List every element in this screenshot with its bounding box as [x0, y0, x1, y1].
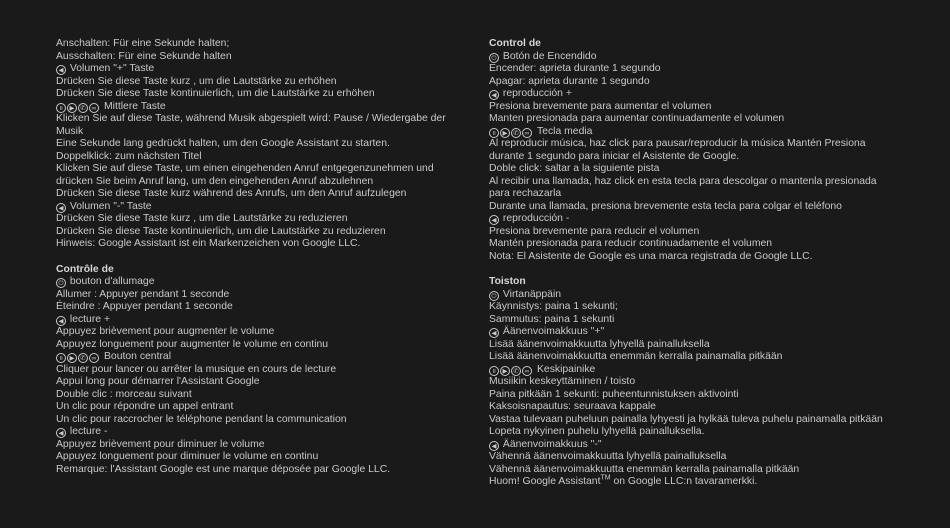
volume-icon: ◀ [489, 441, 499, 451]
pause-icon: ॥ [56, 103, 66, 113]
label: Tecla media [537, 125, 593, 137]
section-heading: Contrôle de [56, 263, 114, 275]
label: reproducción + [502, 88, 572, 99]
media-icons [56, 351, 100, 362]
label: Virtanäppäin [502, 288, 562, 300]
text-line [489, 364, 899, 377]
text-line: Allumer : Appuyer pendant 1 seconde [56, 288, 230, 300]
text-line [489, 289, 899, 302]
spanish-section [489, 38, 899, 263]
section-heading: Toiston [489, 276, 526, 287]
label: Bouton central [104, 351, 172, 362]
text-line: Vastaa tulevaan puheluun painalla lyhyesti ja hylkää tuleva puhelu painamalla pitkään [489, 413, 883, 425]
french-section [56, 264, 471, 477]
german-section [56, 38, 471, 251]
pause-icon: ॥ [489, 366, 499, 376]
text-line: Sammutus: paina 1 sekunti [489, 313, 615, 325]
note-prefix: Huom! Google Assistant [489, 476, 601, 487]
text-line [489, 439, 899, 452]
text-line [56, 351, 471, 364]
power-icon: ⏻ [489, 291, 499, 301]
right-column [489, 38, 899, 502]
text-line: Paina pitkään 1 sekunti: puheentunnistuksen aktivointi [489, 388, 739, 400]
media-icons [56, 101, 100, 112]
text-line: Hinweis: Google Assistant ist ein Markenzeichen von Google LLC. [56, 238, 361, 249]
text-line: Éteindre : Appuyer pendant 1 seconde [56, 301, 233, 312]
text-line [56, 63, 471, 76]
text-line: Drücken Sie diese Taste kurz , um die Lautstärke zu erhöhen [56, 75, 337, 87]
label: lecture + [69, 313, 111, 325]
label: Botón de Encendido [502, 50, 597, 62]
play-icon: ▶ [500, 366, 510, 376]
volume-icon: ◀ [56, 316, 66, 326]
text-line: Ausschalten: Für eine Sekunde halten [56, 50, 232, 62]
text-line: Drücken Sie diese Taste kontinuierlich, um die Lautstärke zu reduzieren [56, 225, 386, 237]
text-line: Cliquer pour lancer ou arrêter la musique en cours de lecture [56, 363, 337, 375]
power-icon: ⏻ [56, 278, 66, 288]
text-line: Appuyez longuement pour augmenter le volume en continu [56, 338, 329, 350]
text-line: Käynnistys: paina 1 sekunti; [489, 301, 618, 312]
power-icon: ⏻ [489, 53, 499, 63]
volume-icon: ◀ [56, 428, 66, 438]
text-line: Doble click: saltar a la siguiente pista [489, 163, 660, 174]
text-line: Manten presionada para aumentar continuadamente el volumen [489, 113, 785, 124]
text-line: Klicken Sie auf diese Taste, während Musik abgespielt wird: Pause / Wiedergabe der Musik [56, 113, 446, 137]
text-line: Presiona brevemente para aumentar el volumen [489, 100, 712, 112]
assistant-icon: ∞ [89, 103, 99, 113]
volume-icon: ◀ [56, 203, 66, 213]
label: lecture - [69, 426, 108, 437]
text-line: Remarque: l'Assistant Google est une marque déposée par Google LLC. [56, 463, 391, 475]
note-suffix: on Google LLC:n tavaramerkki. [610, 476, 758, 487]
pause-icon: ॥ [489, 128, 499, 138]
text-line: Appuyez longuement pour diminuer le volume en continu [56, 451, 319, 462]
text-line [56, 101, 471, 114]
text-line [489, 51, 899, 64]
text-line: Kaksoisnapautus: seuraava kappale [489, 401, 656, 412]
text-line [489, 126, 899, 139]
play-icon: ▶ [67, 103, 77, 113]
text-line: Mantén presionada para reducir continuadamente el volumen [489, 238, 773, 249]
media-icons [489, 126, 533, 137]
text-line: Drücken Sie diese Taste kurz während des Anrufs, um den Anruf aufzulegen [56, 188, 407, 199]
text-line: Nota: El Asistente de Google es una marca registrada de Google LLC. [489, 250, 813, 262]
text-line: Lisää äänenvoimakkuutta enemmän kerralla painamalla pitkään [489, 351, 783, 362]
label: Äänenvoimakkuus "-" [502, 438, 602, 450]
text-line: Appuyez brièvement pour augmenter le volume [56, 326, 275, 337]
text-line: Vähennä äänenvoimakkuutta enemmän kerralla painamalla pitkään [489, 463, 800, 475]
text-line: Anschalten: Für eine Sekunde halten; [56, 38, 230, 49]
phone-icon: ✆ [511, 128, 521, 138]
text-line [56, 276, 471, 289]
play-icon: ▶ [67, 353, 77, 363]
trademark-symbol: TM [600, 474, 611, 482]
text-line: Presiona brevemente para reducir el volumen [489, 225, 700, 237]
assistant-icon: ∞ [522, 366, 532, 376]
pause-icon: ॥ [56, 353, 66, 363]
text-line: Al reproducir música, haz click para pausar/reproducir la música Mantén Presiona durante 1 segundo para iniciar el Asistente de Google. [489, 138, 866, 162]
text-line: Appuyez brièvement pour diminuer le volume [56, 438, 265, 450]
media-icons [489, 364, 533, 375]
text-line: Un clic pour répondre un appel entrant [56, 401, 234, 412]
phone-icon: ✆ [78, 353, 88, 363]
finnish-section [489, 276, 899, 489]
assistant-icon: ∞ [522, 128, 532, 138]
label: Keskipainike [537, 363, 596, 375]
label: Äänenvoimakkuus "+" [502, 326, 605, 337]
volume-icon: ◀ [56, 65, 66, 75]
phone-icon: ✆ [511, 366, 521, 376]
text-line: Un clic pour raccrocher le téléphone pendant la communication [56, 413, 347, 425]
text-line: Encender: aprieta durante 1 segundo [489, 63, 661, 74]
text-line: Double clic : morceau suivant [56, 388, 192, 400]
text-line: Al recibir una llamada, haz click en esta tecla para descolgar o mantenla presionada para rechazarla [489, 175, 877, 199]
text-line: Doppelklick: zum nächsten Titel [56, 150, 202, 162]
text-line [56, 426, 471, 439]
volume-icon: ◀ [489, 328, 499, 338]
trademark-note [489, 476, 899, 489]
text-line: Apagar: aprieta durante 1 segundo [489, 75, 650, 87]
text-line [489, 88, 899, 101]
label: Mittlere Taste [104, 100, 166, 112]
label: Volumen "+" Taste [69, 63, 155, 74]
text-line [56, 314, 471, 327]
text-line: Klicken Sie auf diese Taste, um einen eingehenden Anruf entgegenzunehmen und drücken Sie beim Anruf lang, um den eingehenden Anruf abzulehnen [56, 163, 434, 187]
play-icon: ▶ [500, 128, 510, 138]
label: Volumen "-" Taste [69, 200, 152, 212]
text-line: Eine Sekunde lang gedrückt halten, um den Google Assistant zu starten. [56, 138, 390, 149]
text-line: Lisää äänenvoimakkuutta lyhyellä painalluksella [489, 338, 710, 350]
text-line: Drücken Sie diese Taste kontinuierlich, um die Lautstärke zu erhöhen [56, 88, 375, 99]
text-line: Vähennä äänenvoimakkuutta lyhyellä painalluksella [489, 451, 727, 462]
volume-icon: ◀ [489, 90, 499, 100]
phone-icon: ✆ [78, 103, 88, 113]
text-line: Lopeta nykyinen puhelu lyhyellä painalluksella. [489, 426, 705, 437]
label: reproducción - [502, 213, 570, 224]
assistant-icon: ∞ [89, 353, 99, 363]
text-line [489, 326, 899, 339]
section-heading: Control de [489, 38, 541, 49]
label: bouton d'allumage [69, 276, 155, 287]
left-column [56, 38, 471, 489]
text-line [56, 201, 471, 214]
text-line: Durante una llamada, presiona brevemente esta tecla para colgar el teléfono [489, 200, 842, 212]
text-line [489, 213, 899, 226]
text-line: Musiikin keskeyttäminen / toisto [489, 376, 636, 387]
text-line: Drücken Sie diese Taste kurz , um die Lautstärke zu reduzieren [56, 213, 348, 224]
volume-icon: ◀ [489, 215, 499, 225]
text-line: Appui long pour démarrer l'Assistant Google [56, 376, 260, 387]
